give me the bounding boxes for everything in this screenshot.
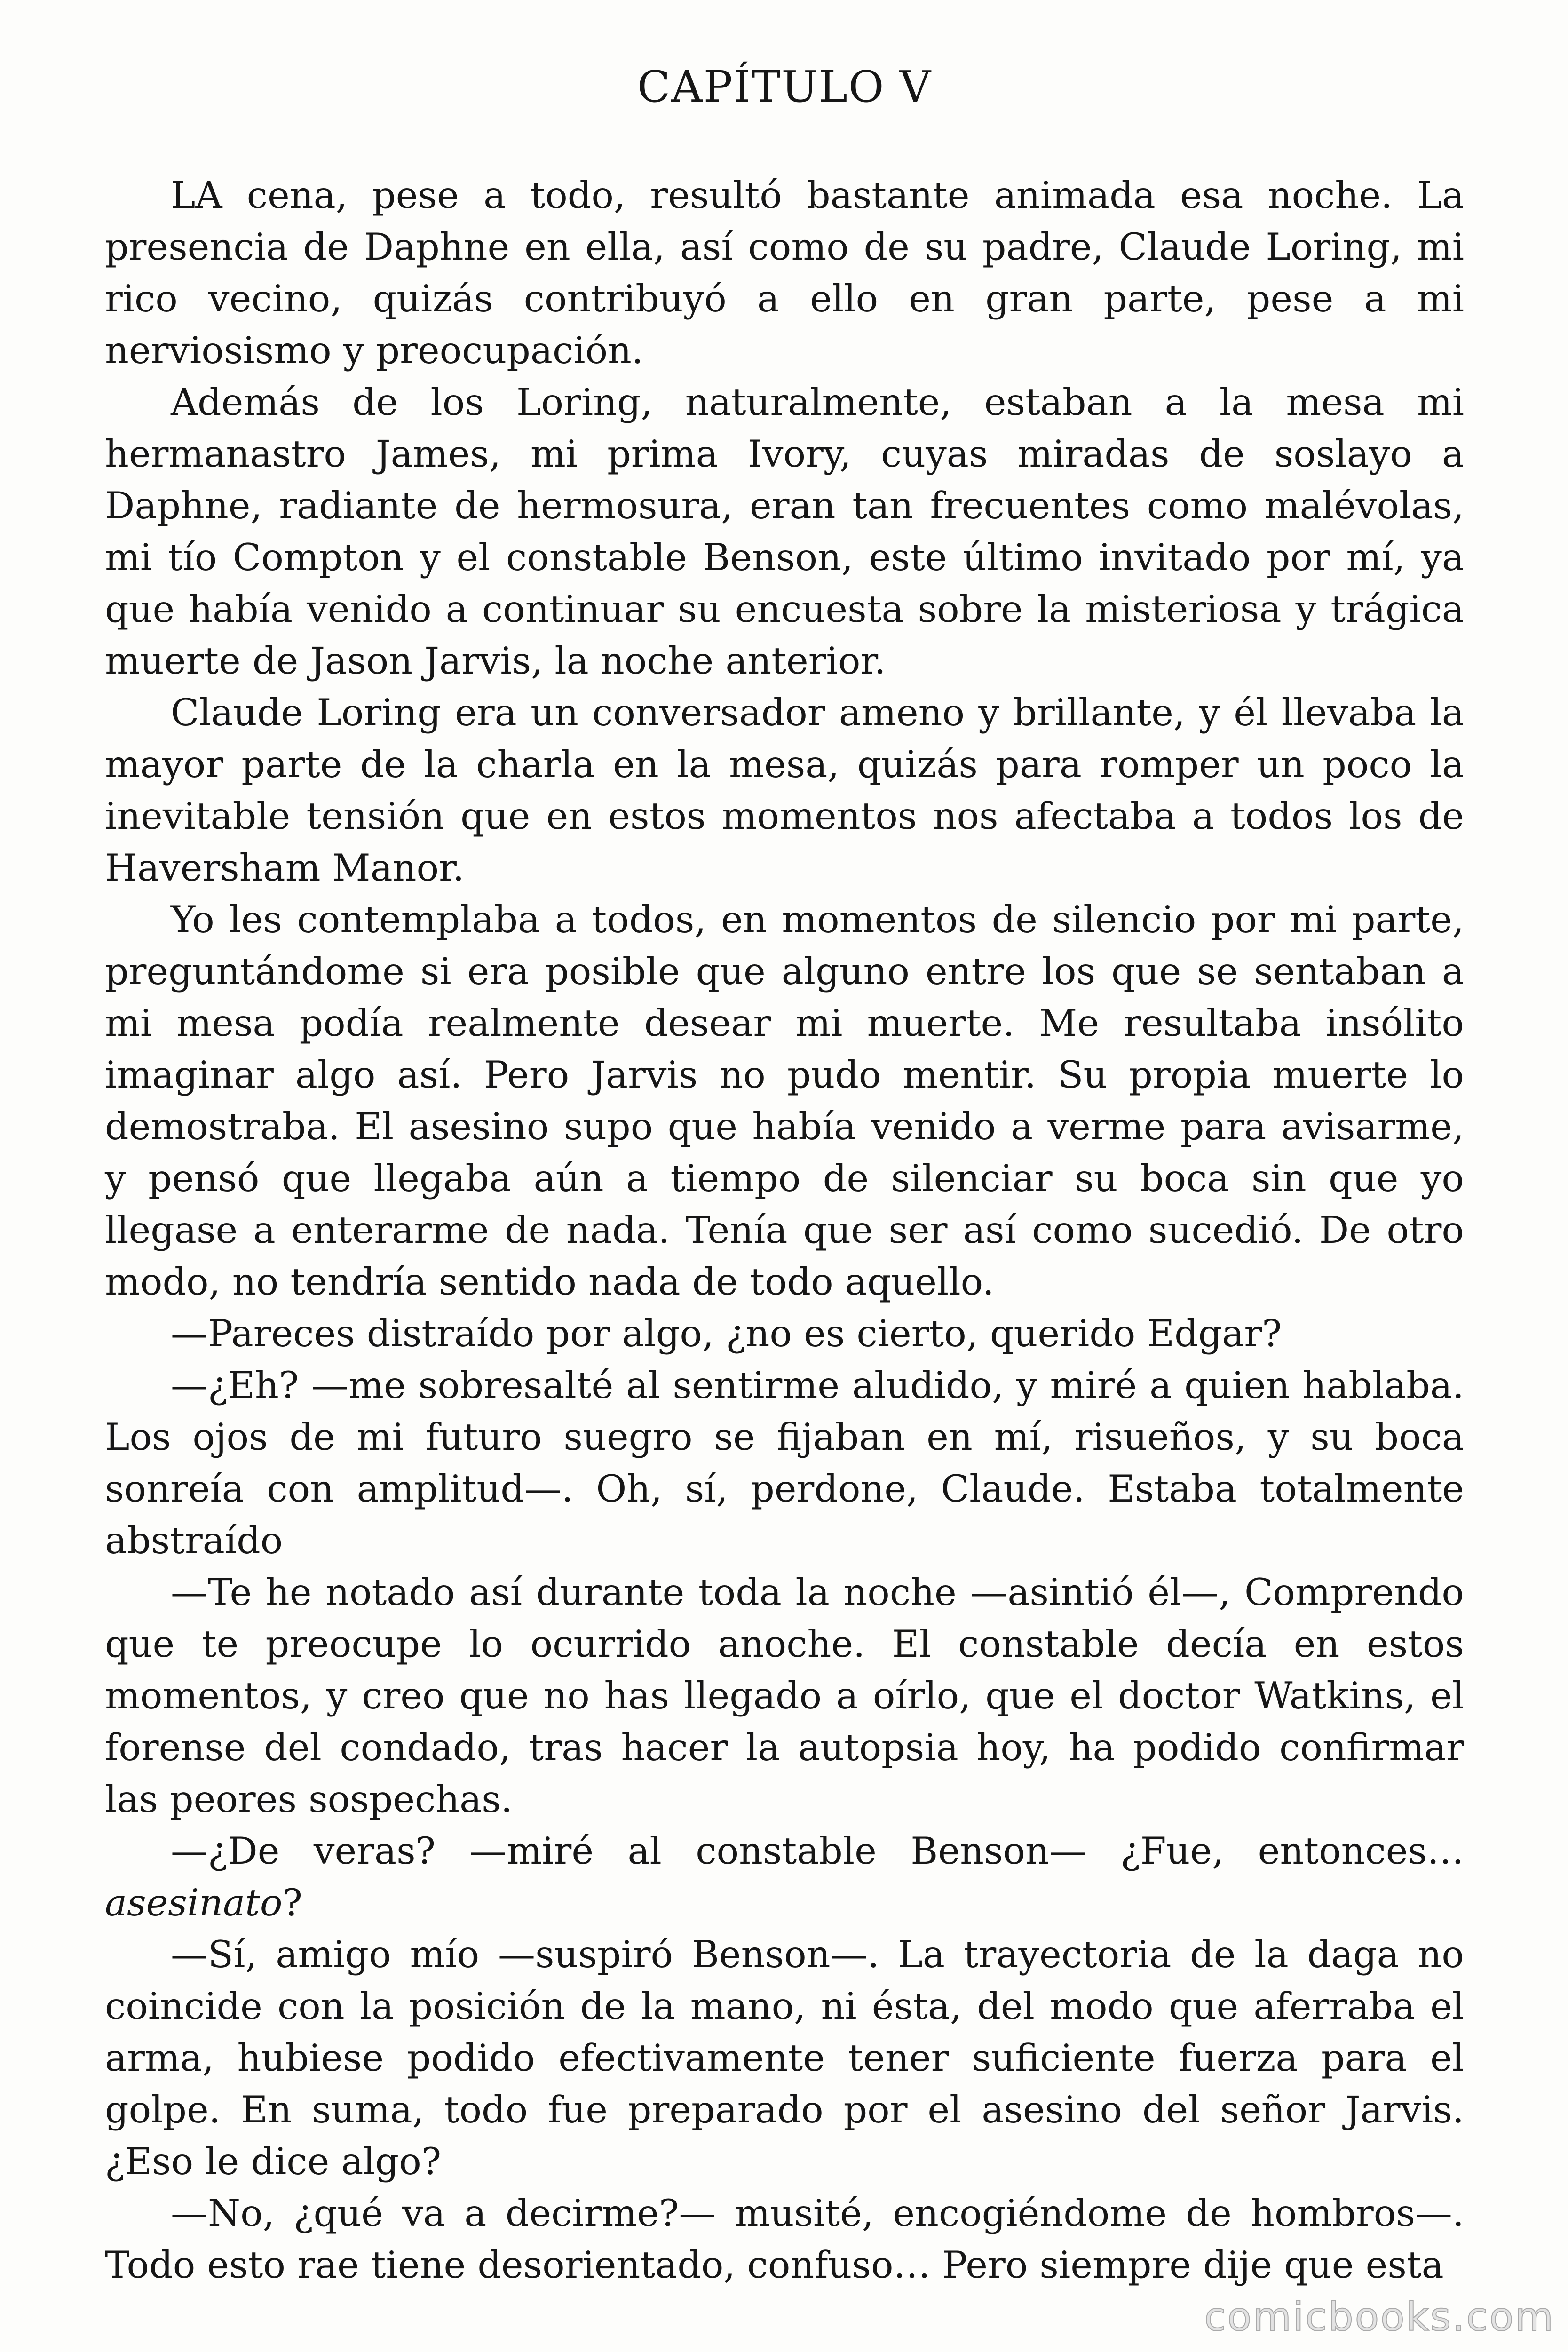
dialogue-paragraph: —No, ¿qué va a decirme?— musité, encogiéndome de hombros—. Todo esto rae tiene desorientado, confuso… Pero siempre dije que esta (105, 2192, 1464, 2287)
dialogue-paragraph: —Te he notado así durante toda la noche —asintió él—, Comprendo que te preocupe lo ocurrido anoche. El constable decía en estos momentos, y creo que no has llegado a oírlo, que el doctor Watkins, el forense del condado, tras hacer la autopsia hoy, ha podido confirmar las peores sospechas. (105, 1571, 1464, 1821)
paragraph: Yo les contemplaba a todos, en momentos de silencio por mi parte, preguntándome si era posible que alguno entre los que se sentaban a mi mesa podía realmente desear mi muerte. Me resultaba insólito imaginar algo así. Pero Jarvis no pudo mentir. Su propia muerte lo demostraba. El asesino supo que había venido a verme para avisarme, y pensó que llegaba aún a tiempo de silenciar su boca sin que yo llegase a enterarme de nada. Tenía que ser así como sucedió. De otro modo, no tendría sentido nada de todo aquello. (105, 898, 1464, 1304)
dialogue-text-end: ? (282, 1881, 302, 1925)
dialogue-paragraph: —Sí, amigo mío —suspiró Benson—. La trayectoria de la daga no coincide con la posición de la mano, ni ésta, del modo que aferraba el arma, hubiese podido efectivamente tener suficiente fuerza para el golpe. En suma, todo fue preparado por el asesino del señor Jarvis. ¿Eso le dice algo? (105, 1933, 1464, 2184)
book-page (105, 0, 1464, 2291)
dialogue-text: —¿De veras? —miré al constable Benson— ¿Fue, entonces… (171, 1829, 1464, 1873)
chapter-title: CAPÍTULO V (637, 62, 932, 112)
chapter-body (105, 169, 1464, 2291)
paragraph: Claude Loring era un conversador ameno y brillante, y él llevaba la mayor parte de la charla en la mesa, quizás para romper un poco la inevitable tensión que en estos momentos nos afectaba a todos los de Haversham Manor. (105, 691, 1464, 890)
watermark: comicbooks.com (1204, 2294, 1555, 2340)
paragraph: LA cena, pese a todo, resultó bastante animada esa noche. La presencia de Daphne en ella, así como de su padre, Claude Loring, mi rico vecino, quizás contribuyó a ello en gran parte, pese a mi nerviosismo y preocupación. (105, 174, 1464, 373)
dialogue-paragraph: —Pareces distraído por algo, ¿no es cierto, querido Edgar? (171, 1312, 1282, 1356)
italic-word: asesinato (105, 1881, 283, 1925)
dialogue-paragraph (105, 1825, 1464, 1929)
paragraph: Además de los Loring, naturalmente, estaban a la mesa mi hermanastro James, mi prima Ivory, cuyas miradas de soslayo a Daphne, radiante de hermosura, eran tan frecuentes como malévolas, mi tío Compton y el constable Benson, este último invitado por mí, ya que había venido a continuar su encuesta sobre la misteriosa y trágica muerte de Jason Jarvis, la noche anterior. (105, 381, 1464, 683)
dialogue-paragraph: —¿Eh? —me sobresalté al sentirme aludido, y miré a quien hablaba. Los ojos de mi futuro suegro se fijaban en mí, risueños, y su boca sonreía con amplitud—. Oh, sí, perdone, Claude. Estaba totalmente abstraído (105, 1364, 1464, 1563)
